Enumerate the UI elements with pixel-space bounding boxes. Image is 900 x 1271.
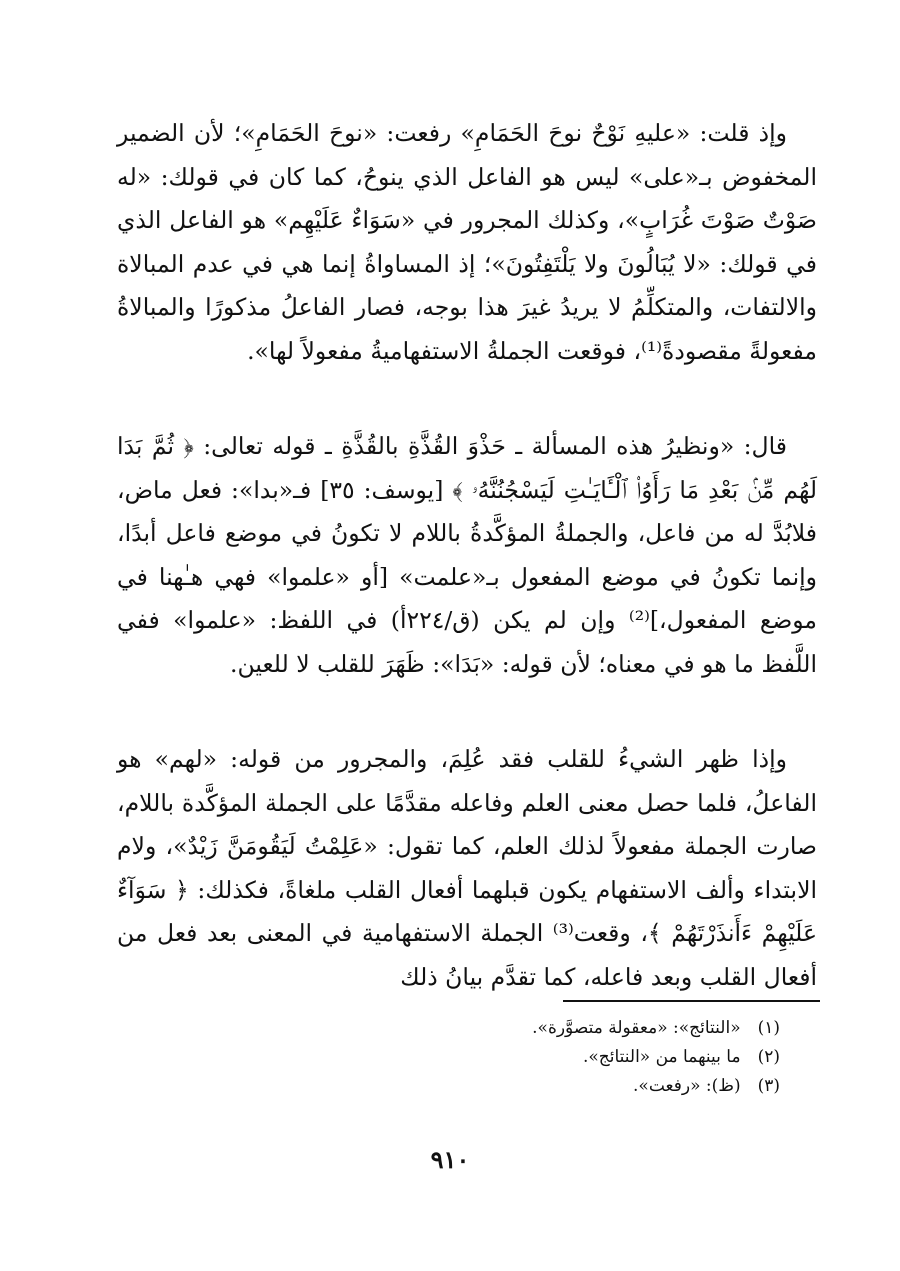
footnote-divider	[563, 1000, 820, 1002]
footnote-text: ما بينهما من «النتائج».	[582, 1047, 741, 1067]
footnote-1	[117, 1014, 780, 1043]
footnote-text: «النتائج»: «معقولة متصوَّرة».	[532, 1018, 741, 1038]
paragraph-3: وإذا ظهر الشيءُ للقلب فقد عُلِمَ، والمجرور من قوله: «لهم» هو الفاعلُ، فلما حصل معنى العلم وفاعله مقدَّمًا على الجملة المؤكَّدة باللام، صارت الجملة مفعولاً لذلك العلم، كما تقول: «عَلِمْتُ لَيَقُومَنَّ زَيْدٌ»، ولام الابتداء وألف الاستفهام يكون قبلهما أفعال القلب ملغاةً، فكذلك: ﴿ سَوَآءٌ عَلَيْهِمْ ءَأَنذَرْتَهُمْ ﴾، وقعت⁽³⁾ الجملة الاستفهامية في المعنى بعد فعل من أفعال القلب وبعد فاعله، كما تقدَّم بيانُ ذلك	[117, 745, 817, 991]
footnote-text: (ظ): «رفعت».	[633, 1076, 741, 1096]
footnote-3	[117, 1072, 780, 1101]
paragraph-1: وإذ قلت: «عليهِ نَوْحٌ نوحَ الحَمَامِ» رفعت: «نوحَ الحَمَامِ»؛ لأن الضمير المخفوض بـ«على» ليس هو الفاعل الذي ينوحُ، كما كان في قولك: «له صَوْتٌ صَوْتَ غُرَابٍ»، وكذلك المجرور في «سَوَاءٌ عَلَيْهِم» هو الفاعل الذي في قولك: «لا يُبَالُونَ ولا يَلْتَفِتُونَ»؛ إذ المساواةُ إنما هي في عدم المبالاة والالتفات، والمتكلِّمُ لا يريدُ غيرَ هذا بوجه، فصار الفاعلُ مذكورًا والمبالاةُ مفعولةً مقصودةً⁽¹⁾، فوقعت الجملةُ الاستفهاميةُ مفعولاً لها».	[117, 119, 817, 365]
main-text	[117, 112, 817, 999]
footnote-2	[117, 1043, 780, 1072]
footnote-number: (٣)	[757, 1076, 780, 1096]
footnote-number: (٢)	[757, 1047, 780, 1067]
footnotes	[117, 1014, 780, 1101]
footnote-number: (١)	[757, 1018, 780, 1038]
page-number: ٩١٠	[430, 1145, 470, 1174]
paragraph-2: قال: «ونظيرُ هذه المسألة ـ حَذْوَ القُذَّةِ بالقُذَّةِ ـ قوله تعالى: ﴿ ثُمَّ بَدَا لَهُم مِّنۢ بَعْدِ مَا رَأَوُا۟ ٱلْـَٔايَـٰتِ لَيَسْجُنُنَّهُۥ ﴾ [يوسف: ٣٥] فـ«بدا»: فعل ماض، فلابُدَّ له من فاعل، والجملةُ المؤكَّدةُ باللام لا تكونُ في موضع فاعل أبدًا، وإنما تكونُ في موضع المفعول بـ«علمت» [أو «علموا» فهي هـٰهنا في موضع المفعول،]⁽²⁾ وإن لم يكن (ق/٢٢٤أ) في اللفظ: «علموا» ففي اللَّفظ ما هو في معناه؛ لأن قوله: «بَدَا»: ظَهَرَ للقلب لا للعين.	[117, 432, 818, 678]
